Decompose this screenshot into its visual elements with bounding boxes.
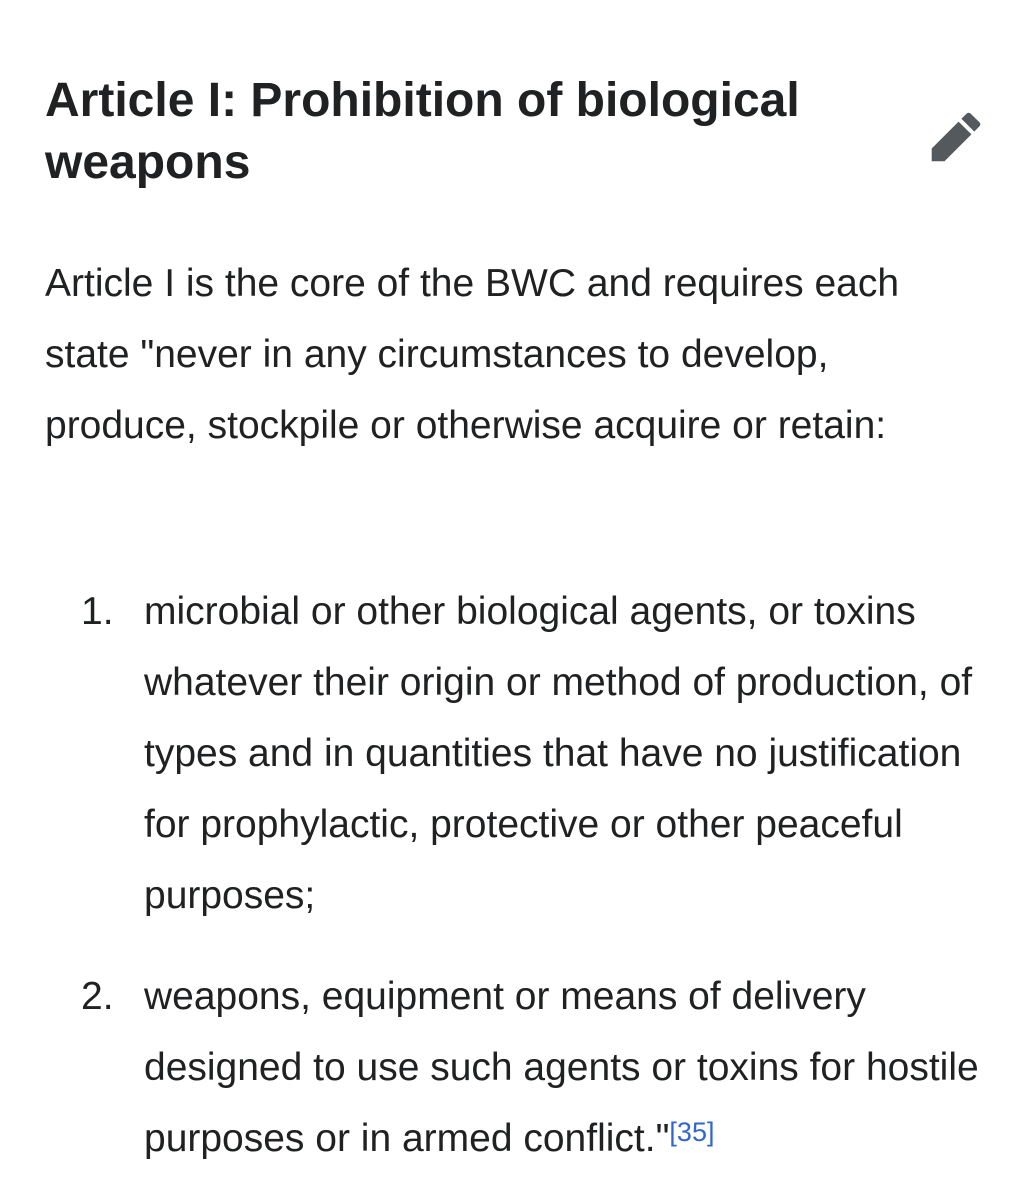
list-marker: 1.	[81, 590, 114, 633]
list-item	[45, 961, 985, 1174]
list-item	[45, 576, 985, 931]
section-heading	[45, 70, 905, 194]
pencil-icon[interactable]	[929, 110, 983, 164]
reference-link[interactable]: [35]	[669, 1117, 715, 1147]
intro-paragraph: Article I is the core of the BWC and requires each state "never in any circumstances to develop, produce, stockpile or otherwise acquire or retain:	[45, 262, 900, 447]
prohibition-list	[45, 576, 985, 1174]
list-item-text: weapons, equipment or means of delivery designed to use such agents or toxins for hostile purposes or in armed conflict."	[144, 975, 979, 1160]
section-title: Article I: Prohibition of biological weapons	[45, 74, 800, 189]
list-marker: 2.	[81, 975, 114, 1018]
list-item-text: microbial or other biological agents, or toxins whatever their origin or method of production, of types and in quantities that have no justification for prophylactic, protective or other peaceful purposes;	[144, 590, 973, 917]
